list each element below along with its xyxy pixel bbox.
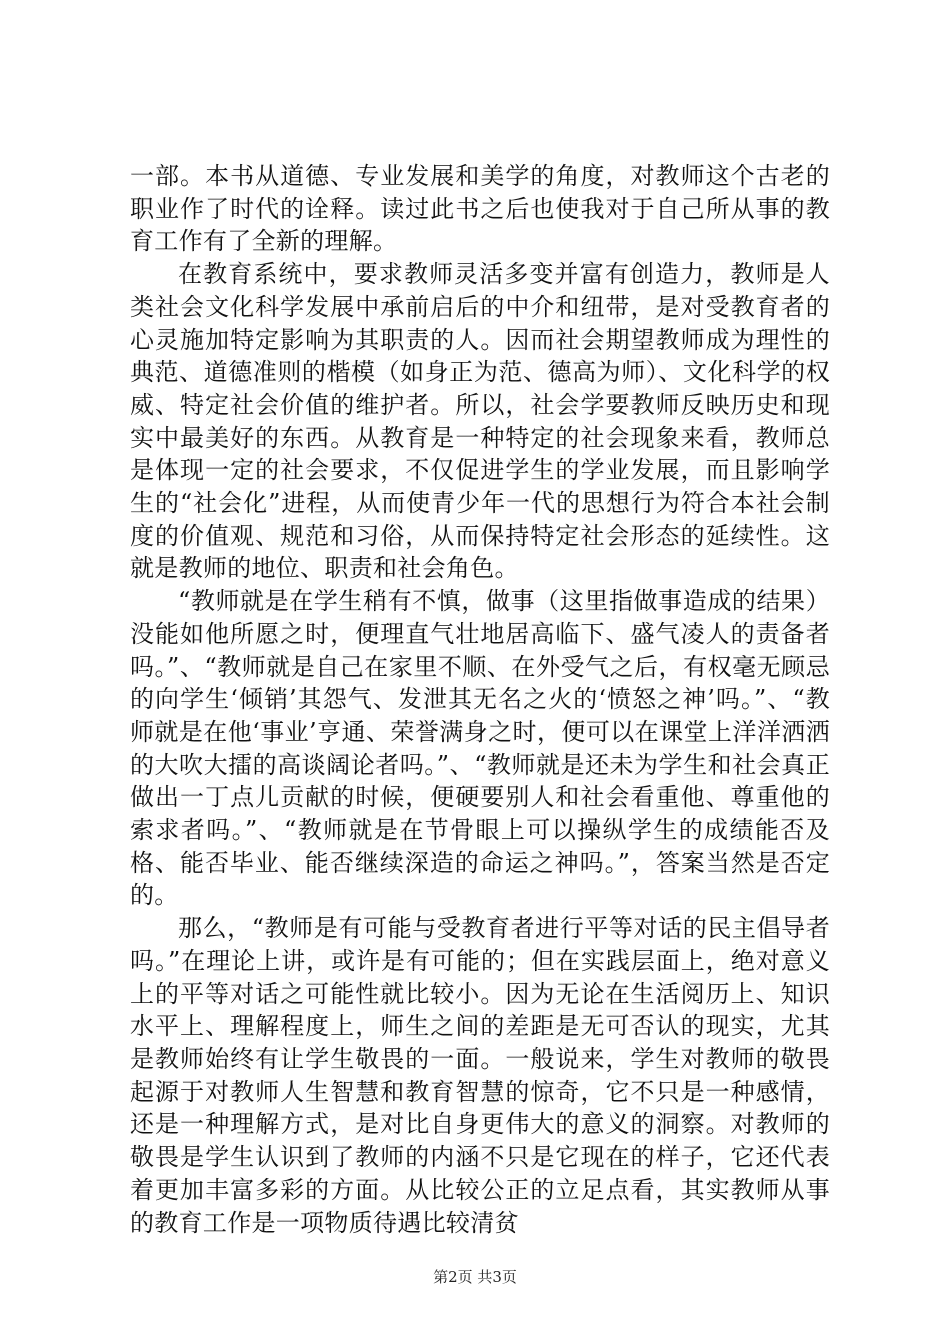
document-body bbox=[130, 160, 830, 1239]
paragraph: 那么，“教师是有可能与受教育者进行平等对话的民主倡导者吗。”在理论上讲，或许是有可能的；但在实践层面上，绝对意义上的平等对话之可能性就比较小。因为无论在生活阅历上、知识水平上、理解程度上，师生之间的差距是无可否认的现实，尤其是教师始终有让学生敬畏的一面。一般说来，学生对教师的敬畏起源于对教师人生智慧和教育智慧的惊奇，它不只是一种感情，还是一种理解方式，是对比自身更伟大的意义的洞察。对教师的敬畏是学生认识到了教师的内涵不只是它现在的样子，它还代表着更加丰富多彩的方面。从比较公正的立足点看，其实教师从事的教育工作是一项物质待遇比较清贫 bbox=[130, 914, 830, 1237]
page-footer: 第2页 共3页 bbox=[433, 1268, 517, 1286]
paragraph: “教师就是在学生稍有不慎，做事（这里指做事造成的结果）没能如他所愿之时，便理直气壮地居高临下、盛气凌人的责备者吗。”、“教师就是自己在家里不顺、在外受气之后，有权毫无顾忌的向学生‘倾销’其怨气、发泄其无名之火的‘愤怒之神’吗。”、“教师就是在他‘事业’亨通、荣誉满身之时，便可以在课堂上洋洋洒洒的大吹大擂的高谈阔论者吗。”、“教师就是还未为学生和社会真正做出一丁点儿贡献的时候，便硬要别人和社会看重他、尊重他的索求者吗。”、“教师就是在节骨眼上可以操纵学生的成绩能否及格、能否毕业、能否继续深造的命运之神吗。”，答案当然是否定的。 bbox=[130, 587, 830, 910]
paragraph: 在教育系统中，要求教师灵活多变并富有创造力，教师是人类社会文化科学发展中承前启后的中介和纽带，是对受教育者的心灵施加特定影响为其职责的人。因而社会期望教师成为理性的典范、道德准则的楷模（如身正为范、德高为师）、文化科学的权威、特定社会价值的维护者。所以，社会学要教师反映历史和现实中最美好的东西。从教育是一种特定的社会现象来看，教师总是体现一定的社会要求，不仅促进学生的学业发展，而且影响学生的“社会化”进程，从而使青少年一代的思想行为符合本社会制度的价值观、规范和习俗，从而保持特定社会形态的延续性。这就是教师的地位、职责和社会角色。 bbox=[130, 260, 830, 583]
paragraph: 一部。本书从道德、专业发展和美学的角度，对教师这个古老的职业作了时代的诠释。读过此书之后也使我对于自己所从事的教育工作有了全新的理解。 bbox=[130, 162, 830, 256]
